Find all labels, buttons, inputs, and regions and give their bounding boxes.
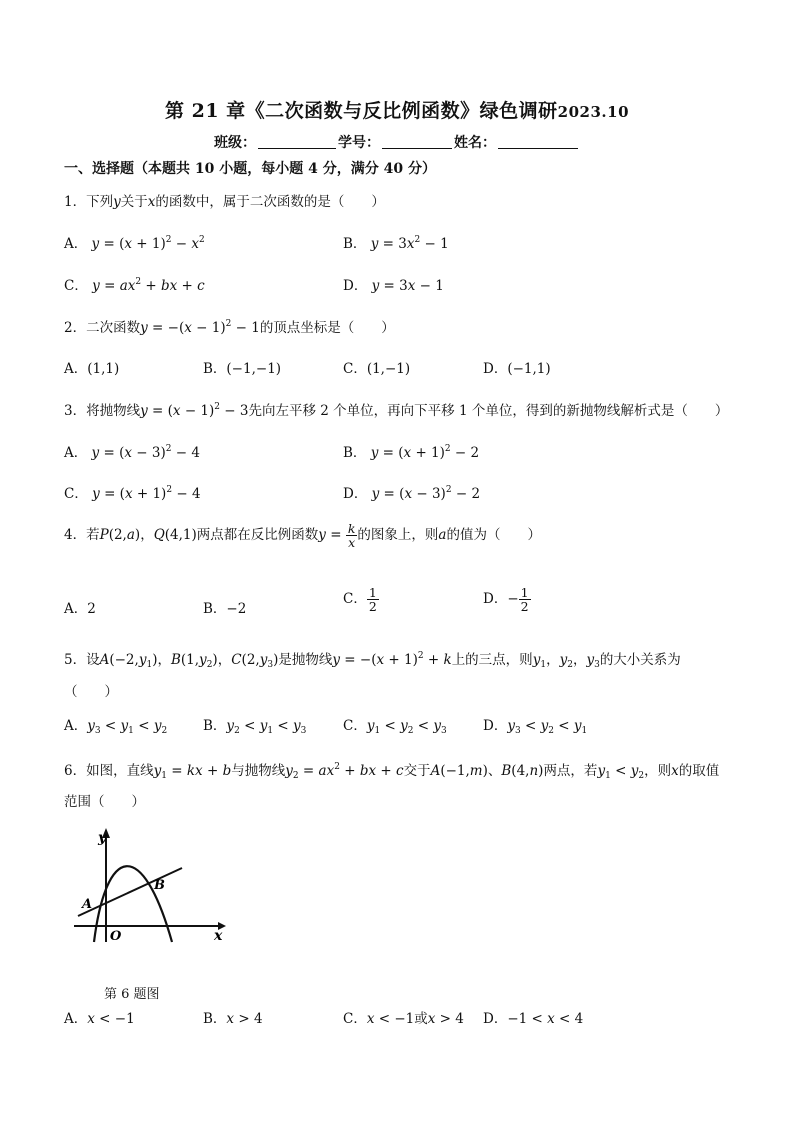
question-3: 3．将抛物线$y = (x - 1)^2 - 3$先向左平移 2 个单位，再向下平移 1 个单位，得到的新抛物线解析式是（ ）	[64, 402, 729, 419]
q4-text-c: 两点都在反比例函数	[196, 527, 319, 544]
q2-option-a[interactable]: A．(1,1)	[64, 361, 120, 377]
q4-text-d: 的图象上，则	[357, 527, 439, 544]
q1-option-d[interactable]: D． y = 3x − 1	[343, 278, 444, 294]
q3-option-d[interactable]: D． $y = (x - 3)^2 - 2$	[343, 485, 481, 502]
q1-var-y: y	[113, 194, 121, 210]
id-blank[interactable]	[382, 148, 452, 149]
q4-fraction-k-over-x: $\frac{k}{x}$	[347, 521, 356, 551]
q4-text-b: ，	[140, 527, 154, 544]
q6-figure-caption: 第 6 题图	[104, 987, 160, 1002]
q4-option-b[interactable]: B．−2	[203, 601, 247, 617]
q4-number: 4．	[64, 527, 87, 544]
q5-option-c[interactable]: C．$y_1 < y_2 < y_3$	[343, 718, 447, 736]
q1-option-b-label: B．	[343, 236, 367, 252]
q6-option-b-label: B．	[203, 1011, 227, 1027]
name-blank[interactable]	[498, 148, 578, 149]
q1-option-d-label: D．	[343, 278, 368, 294]
q6-option-c-or: 或	[414, 1011, 428, 1027]
name-label: 姓名：	[454, 135, 496, 151]
page-title	[0, 96, 794, 123]
q4-option-c-label: C．	[343, 591, 367, 608]
q1-option-b[interactable]: B． $y = 3x^2 - 1$	[343, 235, 449, 252]
q2-option-c[interactable]: C．(1,−1)	[343, 361, 411, 377]
q2-text-a: 二次函数	[86, 320, 141, 336]
q4-option-c[interactable]	[343, 586, 379, 613]
q6-text-c: 交于	[403, 763, 431, 779]
q5-text-d: 的大小关系为	[599, 652, 681, 668]
q6-option-c-label: C．	[343, 1011, 367, 1027]
student-info-line	[0, 132, 794, 152]
q5-option-d-label: D．	[483, 718, 508, 734]
q5-text-a: 设	[86, 652, 100, 668]
q5-option-b[interactable]: B．$y_2 < y_1 < y_3$	[203, 718, 307, 736]
q5-option-d[interactable]: D．$y_3 < y_2 < y_1$	[483, 718, 588, 736]
q6-option-a[interactable]: A．x < −1	[64, 1011, 135, 1027]
q5-number: 5．	[64, 652, 87, 668]
q3-text-b: 先向左平移 2 个单位，再向下平移 1 个单位，得到的新抛物线解析式是（ ）	[248, 403, 729, 419]
graph-label-origin: O	[110, 929, 122, 944]
q4-text-a: 若	[86, 527, 100, 544]
q3-number: 3．	[64, 403, 87, 419]
q5-option-c-label: C．	[343, 718, 367, 734]
q6-text-line2: 范围（ ）	[64, 794, 145, 810]
q3-option-c[interactable]: C． $y = (x + 1)^2 - 4$	[64, 485, 201, 502]
question-5: 5．设$A(-2,y_1)$，$B(1,y_2)$，$C(2,y_3)$是抛物线$y = -(x + 1)^2 + k$上的三点，则$y_1$，$y_2$，$y_3$的大小关系为	[64, 651, 681, 670]
q6-text-a: 如图，直线	[86, 763, 154, 779]
question-1	[64, 190, 385, 210]
q1-number: 1．	[64, 194, 87, 210]
q1-option-a[interactable]: A． $y = (x + 1)^2 - x^2$	[64, 235, 205, 252]
q2-option-d[interactable]: D．(−1,1)	[483, 361, 551, 377]
graph-label-b: B	[154, 878, 165, 893]
question-6: 6．如图，直线$y_1$ = kx + b与抛物线$y_2 = ax^2$ + bx + c交于A(−1,m)、B(4,n)两点，若$y_1 < y_2$，则x的取值	[64, 762, 720, 781]
question-2: 2．二次函数$y = -(x - 1)^2 - 1$的顶点坐标是（ ）	[64, 319, 395, 336]
q4-option-d-label: D．−	[483, 591, 519, 608]
class-blank[interactable]	[258, 148, 336, 149]
q6-number: 6．	[64, 763, 87, 779]
q6-option-b[interactable]: B．x > 4	[203, 1011, 263, 1027]
q1-option-c-label: C．	[64, 278, 88, 294]
q1-var-x: x	[147, 194, 156, 210]
title-date: 2023.10	[557, 103, 630, 121]
q6-option-d[interactable]: D．−1 < x < 4	[483, 1011, 584, 1027]
q6-graph-figure	[72, 826, 228, 944]
id-label: 学号：	[338, 135, 380, 151]
class-label: 班级：	[214, 135, 256, 151]
q4-option-c-fraction: $\frac{1}{2}$	[368, 585, 377, 615]
title-text: 第 21 章《二次函数与反比例函数》绿色调研	[164, 100, 558, 122]
q6-option-c[interactable]: C．x < −1或x > 4	[343, 1011, 464, 1027]
q6-text-f: ，则	[644, 763, 672, 779]
q4-option-a[interactable]: A．2	[64, 601, 96, 617]
q6-option-a-label: A．	[64, 1011, 88, 1027]
q6-text-g: 的取值	[678, 763, 720, 779]
q6-text-b: 与抛物线	[231, 763, 286, 779]
q4-option-d[interactable]	[483, 586, 531, 613]
q1-text-b: 关于	[120, 194, 148, 210]
q5-option-a-label: A．	[64, 718, 88, 734]
q2-text-b: 的顶点坐标是（ ）	[259, 320, 395, 336]
q3-option-b-label: B．	[343, 445, 367, 461]
q2-option-b[interactable]: B．(−1,−1)	[203, 361, 282, 377]
q1-text-a: 下列	[86, 194, 114, 210]
q5-option-a[interactable]: A．$y_3 < y_1 < y_2$	[64, 718, 168, 736]
q6-option-d-label: D．	[483, 1011, 508, 1027]
q5-paren: （ ）	[64, 684, 118, 700]
q3-option-a-label: A．	[64, 445, 88, 461]
q5-text-c: 上的三点，则	[451, 652, 533, 668]
graph-label-x: x	[214, 928, 223, 944]
q3-option-c-label: C．	[64, 486, 88, 502]
q3-option-b[interactable]: B． $y = (x + 1)^2 - 2$	[343, 444, 480, 461]
question-4: 4．若P(2,a)，Q(4,1)两点都在反比例函数y = $\frac{k}{x}$ 的图象上，则a的值为（ ）	[64, 521, 541, 551]
q4-option-d-fraction: $\frac{1}{2}$	[520, 585, 529, 615]
q1-option-a-label: A．	[64, 236, 88, 252]
q3-option-a[interactable]: A． $y = (x - 3)^2 - 4$	[64, 444, 200, 461]
straight-line	[78, 868, 182, 916]
q5-option-b-label: B．	[203, 718, 227, 734]
q6-text-e: 两点，若	[543, 763, 598, 779]
q3-option-d-label: D．	[343, 486, 368, 502]
q3-text-a: 将抛物线	[86, 403, 141, 419]
graph-label-y: y	[98, 830, 107, 846]
section-heading: 一、选择题（本题共 10 小题，每小题 4 分，满分 40 分）	[64, 161, 436, 177]
q5-text-b: 是抛物线	[278, 652, 333, 668]
graph-label-a: A	[82, 897, 93, 912]
q2-number: 2．	[64, 320, 87, 336]
q1-option-c[interactable]: C． $y = ax^2$ + bx + c	[64, 277, 205, 294]
q6-text-d: 、	[487, 763, 502, 779]
q4-text-e: 的值为（ ）	[446, 527, 541, 544]
q1-text-c: 的函数中，属于二次函数的是（ ）	[155, 194, 385, 210]
